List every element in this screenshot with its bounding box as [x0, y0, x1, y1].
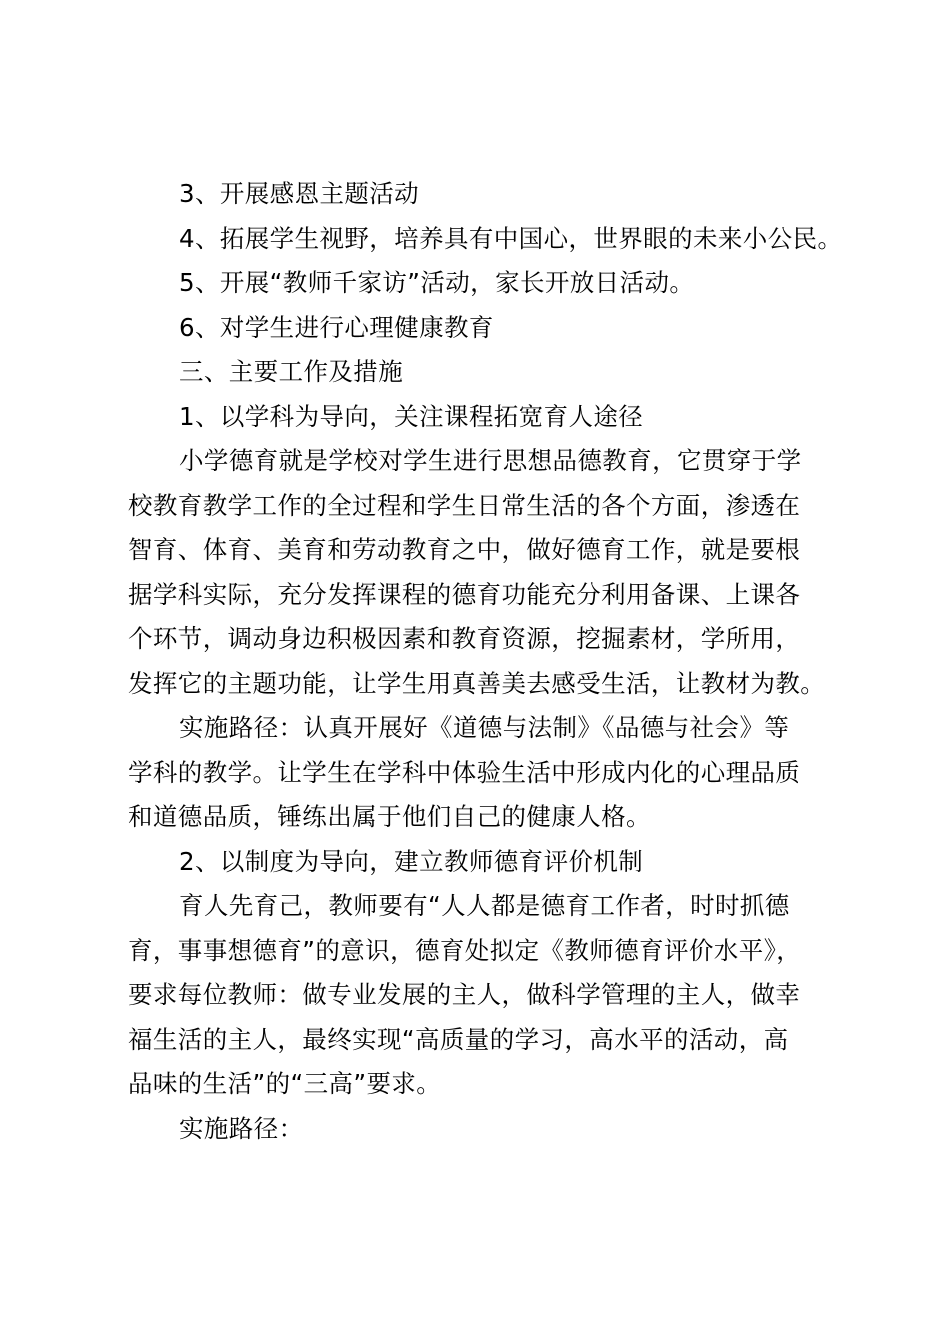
paragraph-line: 小学德育就是学校对学生进行思想品德教育，它贯穿于学 — [179, 446, 802, 475]
paragraph-line: 据学科实际，充分发挥课程的德育功能充分利用备课、上课各 — [128, 579, 801, 609]
paragraph-line: 育，事事想德育”的意识，德育处拟定《教师德育评价水平》， — [128, 935, 802, 965]
paragraph-line: 实施路径： — [179, 1113, 304, 1143]
paragraph-line: 发挥它的主题功能，让学生用真善美去感受生活，让教材为教。 — [128, 668, 826, 698]
list-item-3: 3、开展感恩主题活动 — [179, 179, 420, 208]
paragraph-line: 智育、体育、美育和劳动教育之中，做好德育工作，就是要根 — [128, 535, 801, 564]
paragraph-line: 要求每位教师：做专业发展的主人，做科学管理的主人，做幸 — [128, 980, 801, 1009]
subsection-heading-1: 1、以学科为导向，关注课程拓宽育人途径 — [179, 401, 644, 431]
subsection-heading-2: 2、以制度为导向，建立教师德育评价机制 — [179, 846, 644, 876]
paragraph-line: 个环节，调动身边积极因素和教育资源，挖掘素材，学所用， — [128, 624, 801, 653]
paragraph-line: 育人先育己，教师要有“人人都是德育工作者，时时抓德 — [179, 891, 790, 920]
paragraph-line: 实施路径：认真开展好《道德与法制》《品德与社会》等 — [179, 713, 790, 742]
document-body — [128, 172, 843, 1151]
paragraph-line: 校教育教学工作的全过程和学生日常生活的各个方面，渗透在 — [128, 490, 801, 520]
list-item-4: 4、拓展学生视野，培养具有中国心，世界眼的未来小公民。 — [179, 223, 843, 253]
paragraph-line: 和道德品质，锤练出属于他们自己的健康人格。 — [128, 802, 651, 831]
list-item-5: 5、开展“教师千家访”活动，家长开放日活动。 — [179, 268, 695, 297]
section-heading: 三、主要工作及措施 — [179, 357, 404, 386]
paragraph-line: 福生活的主人，最终实现“高质量的学习，高水平的活动，高 — [128, 1024, 789, 1054]
paragraph-line: 学科的教学。让学生在学科中体验生活中形成内化的心理品质 — [128, 757, 801, 787]
paragraph-line: 品味的生活”的“三高”要求。 — [128, 1069, 442, 1098]
list-item-6: 6、对学生进行心理健康教育 — [179, 312, 494, 342]
